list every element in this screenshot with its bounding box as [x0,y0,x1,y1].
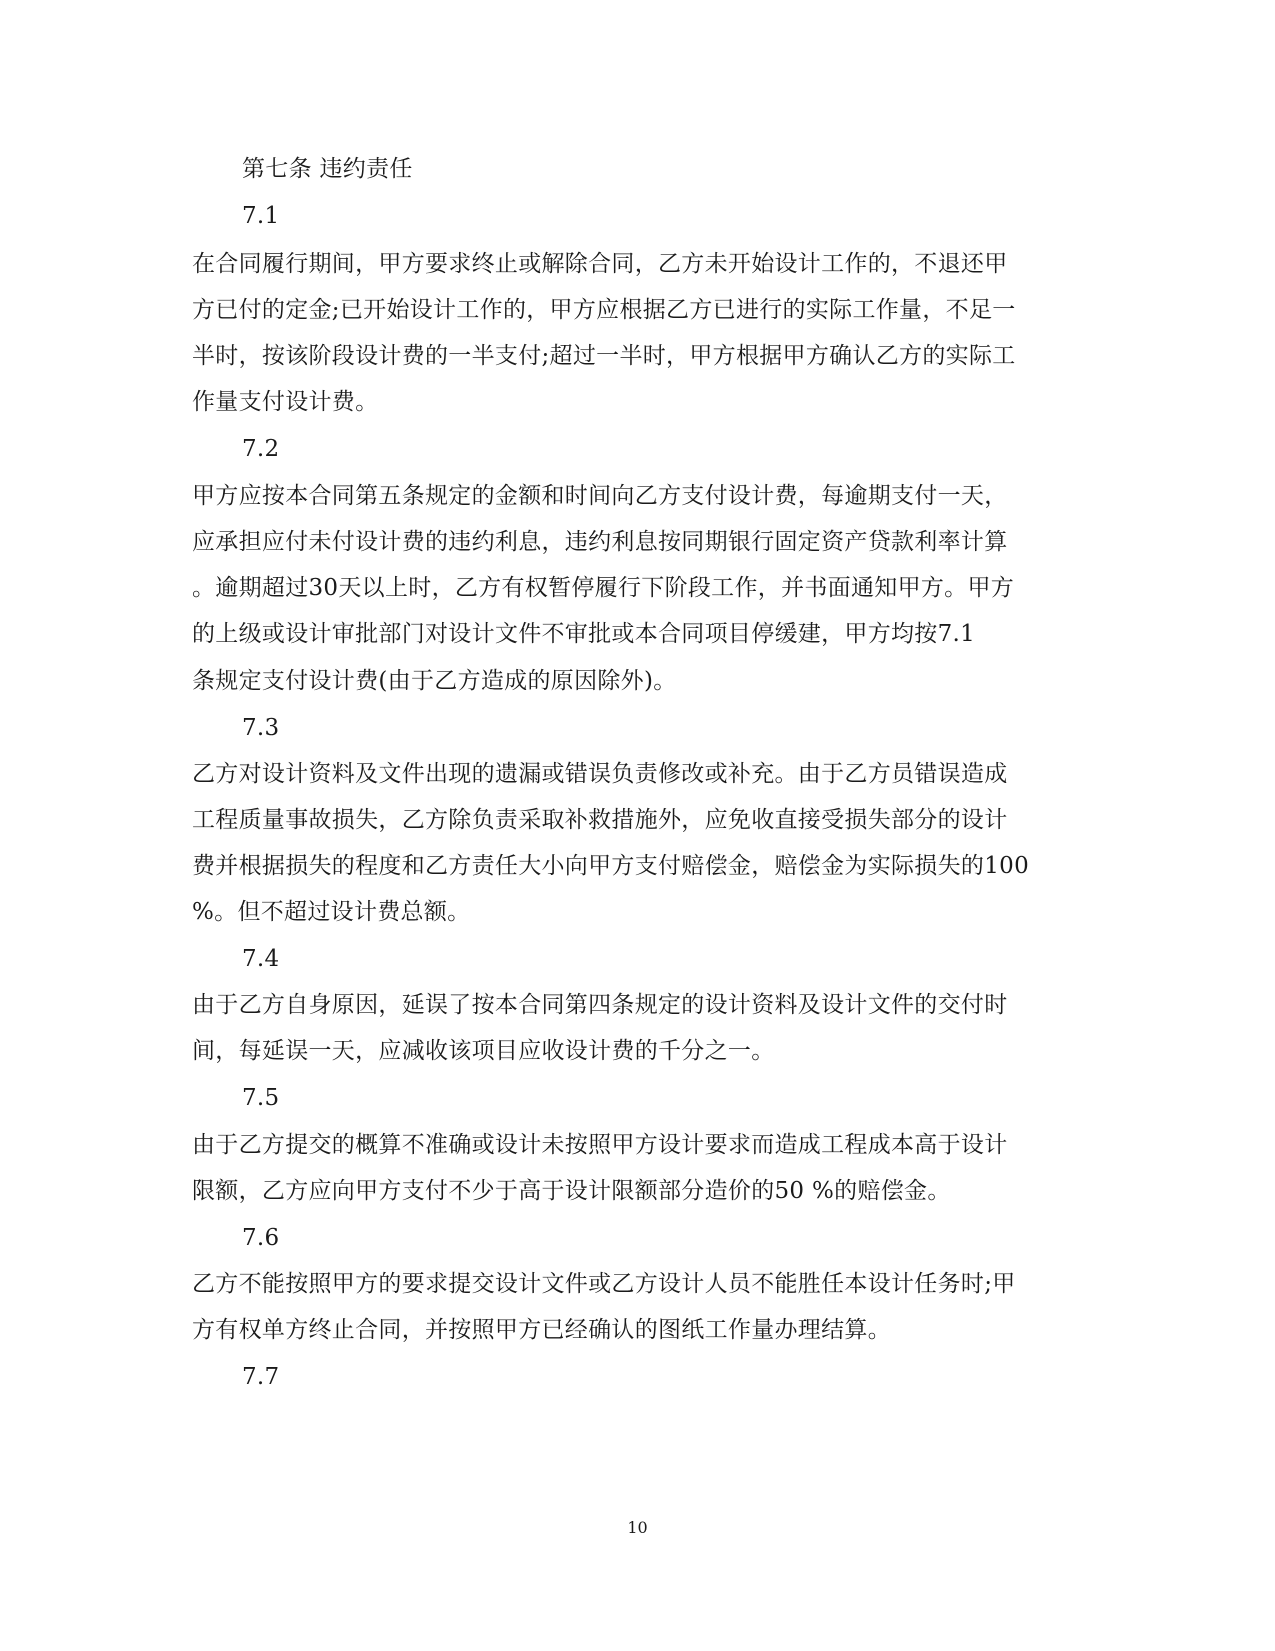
text-line: 乙方对设计资料及文件出现的遗漏或错误负责修改或补充。由于乙方员错误造成 [192,761,1008,787]
text-line: 方有权单方终止合同，并按照甲方已经确认的图纸工作量办理结算。 [192,1317,891,1343]
text-line: 间，每延误一天，应减收该项目应收设计费的千分之一。 [192,1038,775,1064]
clause-number: 7.6 [242,1225,280,1251]
text-line: 作量支付设计费。 [192,389,379,415]
text-line: 半时，按该阶段设计费的一半支付;超过一半时，甲方根据甲方确认乙方的实际工 [192,343,1016,369]
text-line: 由于乙方提交的概算不准确或设计未按照甲方设计要求而造成工程成本高于设计 [192,1132,1008,1158]
text-line: 工程质量事故损失，乙方除负责采取补救措施外，应免收直接受损失部分的设计 [192,807,1008,833]
clause-number: 7.1 [242,203,280,229]
article-heading: 第七条 违约责任 [242,156,413,182]
text-line: 在合同履行期间，甲方要求终止或解除合同，乙方未开始设计工作的，不退还甲 [192,251,1008,277]
text-line: 甲方应按本合同第五条规定的金额和时间向乙方支付设计费，每逾期支付一天， [192,483,1008,509]
clause-number: 7.2 [242,436,280,462]
text-line: 限额，乙方应向甲方支付不少于高于设计限额部分造价的50 %的赔偿金。 [192,1178,951,1204]
text-line: 条规定支付设计费(由于乙方造成的原因除外)。 [192,668,677,694]
clause-number: 7.3 [242,715,280,741]
text-line: 应承担应付未付设计费的违约利息，违约利息按同期银行固定资产贷款利率计算 [192,529,1008,555]
text-line: 的上级或设计审批部门对设计文件不审批或本合同项目停缓建，甲方均按7.1 [192,621,976,647]
text-line: 方已付的定金;已开始设计工作的，甲方应根据乙方已进行的实际工作量，不足一 [192,297,1016,323]
text-line: 。逾期超过30天以上时，乙方有权暂停履行下阶段工作，并书面通知甲方。甲方 [192,575,1015,601]
text-line: 费并根据损失的程度和乙方责任大小向甲方支付赔偿金，赔偿金为实际损失的100 [192,853,1029,879]
text-line: 由于乙方自身原因，延误了按本合同第四条规定的设计资料及设计文件的交付时 [192,992,1008,1018]
text-line: 乙方不能按照甲方的要求提交设计文件或乙方设计人员不能胜任本设计任务时;甲 [192,1271,1016,1297]
clause-number: 7.4 [242,946,280,972]
text-line: %。但不超过设计费总额。 [192,899,471,925]
clause-number: 7.7 [242,1364,280,1390]
page-number: 10 [627,1518,648,1537]
clause-number: 7.5 [242,1085,280,1111]
